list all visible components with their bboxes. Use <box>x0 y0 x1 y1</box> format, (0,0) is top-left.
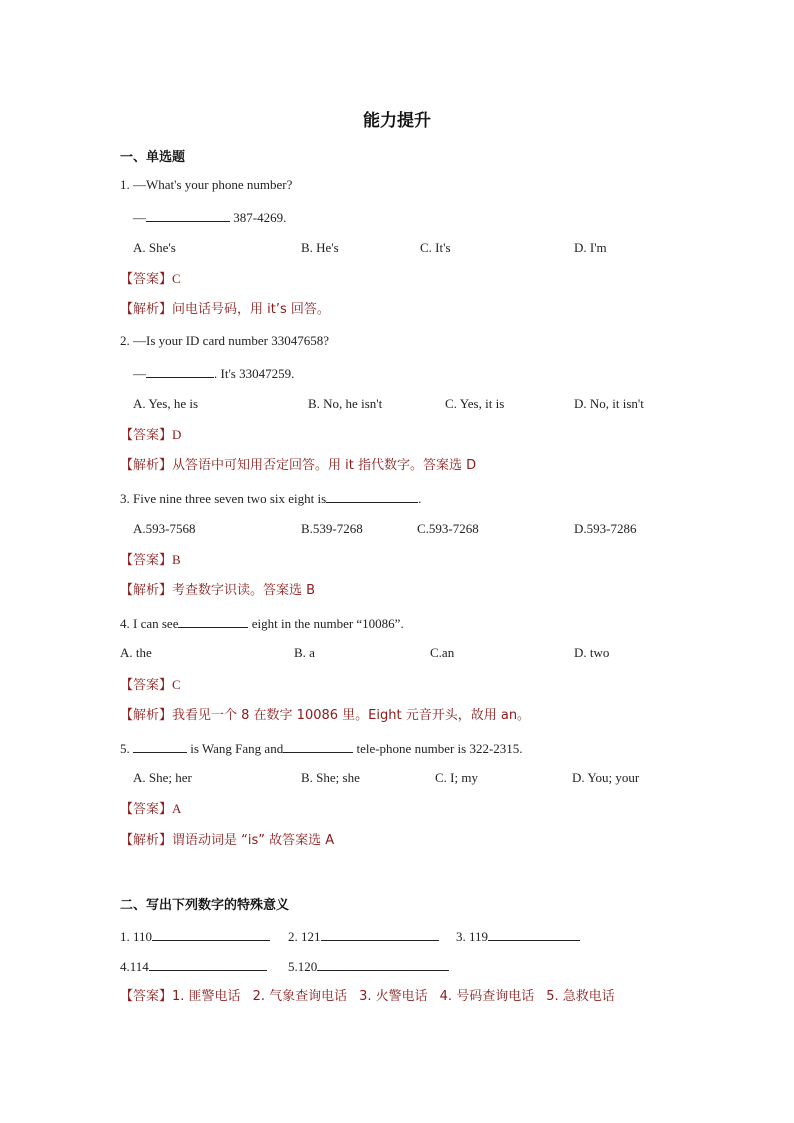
answer-line <box>120 551 181 570</box>
answer-tag: 【答案】 <box>120 272 173 287</box>
answer-item: 4. 号码查询电话 <box>439 989 535 1004</box>
option-b: B. She; she <box>301 770 360 785</box>
option-b: B.539-7268 <box>301 521 363 536</box>
analysis-line <box>120 582 315 600</box>
answer-value: C <box>172 677 181 692</box>
answer-blank <box>152 926 270 941</box>
question-reply <box>133 207 286 227</box>
answer-blank <box>146 363 214 378</box>
answer-blank <box>133 738 187 753</box>
option-a: A. the <box>120 645 152 660</box>
answer-value: D <box>172 427 182 442</box>
analysis-tag: 【解析】 <box>120 583 173 598</box>
stem-end: . <box>418 491 422 506</box>
option-d: D. No, it isn't <box>574 396 644 411</box>
question-stem: 1. —What's your phone number? <box>120 177 293 192</box>
analysis-tag: 【解析】 <box>120 302 173 317</box>
option-b: B. a <box>294 645 315 660</box>
answer-line <box>120 800 181 819</box>
fill-item <box>288 956 449 976</box>
reply-dash: — <box>133 210 146 225</box>
stem-end: tele-phone number is 322-2315. <box>353 741 523 756</box>
option-c: C. It's <box>420 240 451 255</box>
answer-tag: 【答案】 <box>120 678 173 693</box>
option-c: C. Yes, it is <box>445 396 505 411</box>
reply-text: 387-4269. <box>230 210 287 225</box>
option-a: A. She's <box>133 240 176 255</box>
stem-text: 3. Five nine three seven two six eight is <box>120 491 327 506</box>
question-stem <box>120 613 404 633</box>
section-heading: 一、单选题 <box>120 150 186 165</box>
analysis-text: 考查数字识读。答案选 B <box>172 583 316 598</box>
analysis-text: 谓语动词是 “is” 故答案选 A <box>172 833 335 848</box>
option-d: D. I'm <box>574 240 607 255</box>
option-a: A.593-7568 <box>133 521 196 536</box>
fill-item <box>120 926 270 946</box>
answer-blank <box>149 956 267 971</box>
analysis-tag: 【解析】 <box>120 708 173 723</box>
option-a: A. Yes, he is <box>133 396 199 411</box>
stem-end: eight in the number “10086”. <box>248 616 404 631</box>
question-stem <box>120 738 523 758</box>
option-d: D. You; your <box>572 770 640 785</box>
analysis-tag: 【解析】 <box>120 833 173 848</box>
answer-item: 5. 急救电话 <box>546 989 615 1004</box>
option-b: B. He's <box>301 240 339 255</box>
section-heading: 二、写出下列数字的特殊意义 <box>120 898 290 913</box>
stem-text: is Wang Fang and <box>187 741 284 756</box>
analysis-text: 我看见一个 8 在数字 10086 里。Eight 元音开头，故用 an。 <box>172 708 531 723</box>
answer-blank <box>178 613 248 628</box>
option-a: A. She; her <box>133 770 192 785</box>
analysis-text: 从答语中可知用否定回答。用 it 指代数字。答案选 D <box>172 458 477 473</box>
answer-tag: 【答案】 <box>120 989 173 1004</box>
answer-blank <box>488 926 580 941</box>
item-label: 1. 110 <box>120 929 153 944</box>
answer-value: A <box>172 801 182 816</box>
analysis-tag: 【解析】 <box>120 458 173 473</box>
stem-text: 4. I can see <box>120 616 179 631</box>
answer-blank <box>321 926 439 941</box>
answer-value: B <box>172 552 181 567</box>
answer-line <box>120 426 181 445</box>
fill-item <box>120 956 267 976</box>
answer-value: C <box>172 271 181 286</box>
item-label: 3. 119 <box>456 929 489 944</box>
answer-blank <box>146 207 230 222</box>
reply-text: . It's 33047259. <box>214 366 295 381</box>
question-stem: 2. —Is your ID card number 33047658? <box>120 333 330 348</box>
option-b: B. No, he isn't <box>308 396 383 411</box>
option-c: C. I; my <box>435 770 478 785</box>
answer-line <box>120 676 181 695</box>
stem-number: 5. <box>120 741 133 756</box>
fill-item <box>456 926 580 946</box>
answer-item: 2. 气象查询电话 <box>252 989 348 1004</box>
analysis-line <box>120 707 530 725</box>
option-d: D.593-7286 <box>574 521 637 536</box>
reply-dash: — <box>133 366 146 381</box>
answer-blank <box>317 956 449 971</box>
page-title: 能力提升 <box>363 111 431 131</box>
analysis-line <box>120 457 476 475</box>
item-label: 5.120 <box>288 959 318 974</box>
item-label: 4.114 <box>120 959 149 974</box>
analysis-text: 问电话号码，用 it’s 回答。 <box>172 302 330 317</box>
answer-line <box>120 270 181 289</box>
answer-item: 3. 火警电话 <box>359 989 428 1004</box>
answer-line <box>120 988 615 1006</box>
answer-blank <box>326 488 418 503</box>
option-d: D. two <box>574 645 610 660</box>
analysis-line <box>120 301 330 319</box>
answer-tag: 【答案】 <box>120 428 173 443</box>
option-c: C.an <box>430 645 455 660</box>
analysis-line <box>120 832 334 850</box>
answer-tag: 【答案】 <box>120 802 173 817</box>
question-reply <box>133 363 294 383</box>
item-label: 2. 121 <box>288 929 321 944</box>
answer-tag: 【答案】 <box>120 553 173 568</box>
option-c: C.593-7268 <box>417 521 479 536</box>
question-stem <box>120 488 421 508</box>
fill-item <box>288 926 439 946</box>
answer-blank <box>283 738 353 753</box>
answer-item: 1. 匪警电话 <box>172 989 241 1004</box>
